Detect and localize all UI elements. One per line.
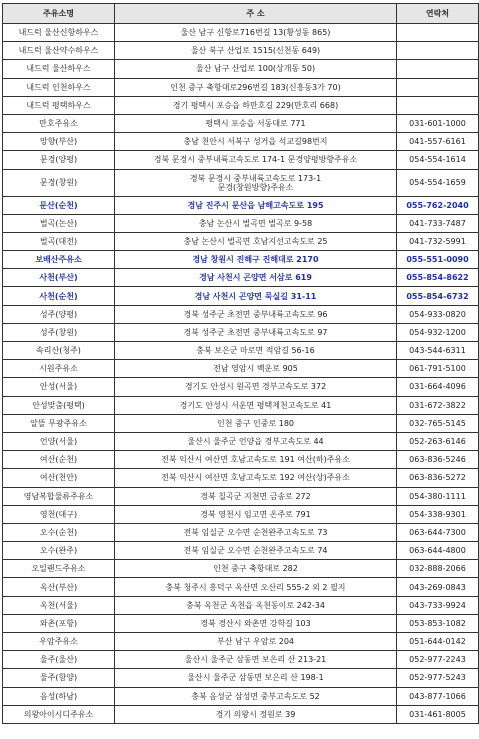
station-phone-cell — [397, 705, 479, 723]
station-address-cell-text: 충북 보은군 마로면 적암길 56-16 — [196, 346, 315, 356]
station-phone-cell-text: 054-554-1614 — [409, 155, 466, 165]
station-address-cell — [115, 578, 397, 596]
station-name-cell — [3, 133, 115, 151]
station-address-cell-text: 경북 문경시 중부내륙고속도로 174-1 문경양평방향주유소 — [153, 155, 358, 165]
station-name-cell-text: 영천(대구) — [39, 509, 78, 519]
table-row — [3, 578, 479, 596]
station-address-cell-text: 경기 의왕시 정원로 39 — [215, 709, 296, 719]
station-address-cell — [115, 251, 397, 269]
table-row — [3, 196, 479, 214]
station-name-cell — [3, 687, 115, 705]
station-name-cell-text: 음성(하남) — [39, 691, 78, 701]
station-address-cell-text: 부산 남구 우암로 204 — [217, 637, 294, 647]
station-phone-cell-text: 041-733-7487 — [409, 218, 466, 228]
station-phone-cell — [397, 414, 479, 432]
station-name-cell-text: 문산(순천) — [39, 200, 78, 210]
station-phone-cell-text: 063-836-5272 — [409, 473, 466, 483]
station-address-cell-text: 충남 논산시 벌곡면 호남지선고속도로 25 — [183, 236, 328, 246]
station-address-cell — [115, 542, 397, 560]
table-row — [3, 323, 479, 341]
table-row — [3, 596, 479, 614]
table-row — [3, 287, 479, 305]
station-name-cell-text: 알뜰 무광주유소 — [30, 418, 87, 428]
station-address-cell-text: 경북 경산시 와촌면 강학길 103 — [200, 618, 311, 628]
station-name-cell-text: 문경(창원) — [39, 178, 78, 187]
table-row — [3, 60, 479, 78]
station-address-cell — [115, 114, 397, 132]
gas-station-table — [2, 3, 479, 724]
station-name-cell-text: 내드럭 평택하우스 — [26, 100, 91, 110]
station-name-cell — [3, 196, 115, 214]
table-row — [3, 251, 479, 269]
station-phone-cell-text: 055-551-0090 — [406, 255, 469, 265]
station-name-cell — [3, 523, 115, 541]
station-address-cell — [115, 687, 397, 705]
station-name-cell-text: 사천(순천) — [39, 291, 78, 301]
station-address-cell — [115, 360, 397, 378]
station-phone-cell-text: 031-664-4096 — [409, 382, 466, 392]
station-address-cell-text: 경기 평택시 포승읍 하만호길 229(만호리 668) — [172, 100, 339, 110]
station-phone-cell — [397, 114, 479, 132]
table-row — [3, 487, 479, 505]
station-phone-cell — [397, 151, 479, 169]
station-address-cell-text: 울산 남구 산업로 100(상개동 50) — [195, 64, 316, 74]
station-address-cell — [115, 505, 397, 523]
table-body — [3, 24, 479, 724]
table-row — [3, 542, 479, 560]
table-row — [3, 633, 479, 651]
station-phone-cell-text: 043-544-6311 — [409, 346, 466, 356]
station-address-cell — [115, 133, 397, 151]
station-name-cell — [3, 542, 115, 560]
station-phone-cell — [397, 542, 479, 560]
station-address-cell-text: 경남 사천시 곤양면 묵실길 31-11 — [194, 291, 317, 301]
station-phone-cell — [397, 432, 479, 450]
table-row — [3, 214, 479, 232]
station-address-cell — [115, 414, 397, 432]
station-address-cell — [115, 96, 397, 114]
station-address-cell — [115, 342, 397, 360]
station-phone-cell-text: 053-853-1082 — [409, 618, 466, 628]
station-address-cell-text: 인천 중구 인중로 180 — [217, 418, 294, 428]
station-name-cell-text: 보배산주유소 — [35, 255, 82, 265]
station-address-cell-text: 경북 성주군 초전면 중부내륙고속도로 97 — [183, 327, 328, 337]
station-address-cell — [115, 596, 397, 614]
station-name-cell — [3, 305, 115, 323]
station-address-cell — [115, 432, 397, 450]
station-address-cell-text: 인천 중구 축항대로296번길 183(신흥동3가 70) — [170, 82, 341, 92]
station-name-cell-text: 오일랜드주유소 — [31, 564, 86, 574]
station-phone-cell-text: 032-765-5145 — [409, 418, 466, 428]
station-phone-cell — [397, 287, 479, 305]
station-name-cell — [3, 432, 115, 450]
station-address-cell — [115, 169, 397, 196]
station-address-cell-text: 전북 익산시 여산면 호남고속도로 192 여산(상)주유소 — [161, 473, 350, 483]
station-phone-cell — [397, 133, 479, 151]
station-name-cell — [3, 378, 115, 396]
station-name-cell-text: 의왕아이시디주유소 — [23, 709, 94, 719]
station-address-cell-text: 경남 창원시 진해구 진해대로 2170 — [192, 255, 319, 265]
station-name-cell-text: 언양(서울) — [39, 437, 78, 447]
station-name-cell — [3, 342, 115, 360]
station-address-cell — [115, 651, 397, 669]
station-name-cell-text: 오수(완주) — [39, 546, 78, 556]
station-address-cell — [115, 232, 397, 250]
station-name-cell — [3, 705, 115, 723]
station-phone-cell — [397, 269, 479, 287]
station-phone-cell-text: 054-338-9301 — [409, 509, 466, 519]
station-name-cell — [3, 414, 115, 432]
station-phone-cell — [397, 487, 479, 505]
table-row — [3, 305, 479, 323]
station-name-cell — [3, 42, 115, 60]
header-phone: 연락처 — [397, 4, 479, 24]
station-address-cell-text: 전북 임실군 오수면 순천완주고속도로 73 — [183, 527, 328, 537]
station-address-cell — [115, 487, 397, 505]
table-row — [3, 469, 479, 487]
table-row — [3, 169, 479, 196]
station-name-cell — [3, 214, 115, 232]
station-phone-cell — [397, 596, 479, 614]
station-address-cell — [115, 42, 397, 60]
station-name-cell-text: 여산(천안) — [39, 473, 78, 483]
station-phone-cell — [397, 651, 479, 669]
station-address-cell-text: 충북 청주시 흥덕구 옥산면 오산리 555-2 외 2 필지 — [165, 582, 346, 592]
station-phone-cell — [397, 614, 479, 632]
station-address-cell-text: 경남 진주시 문산읍 남해고속도로 195 — [187, 200, 324, 210]
station-name-cell-text: 성주(양평) — [39, 309, 78, 319]
header-address: 주 소 — [115, 4, 397, 24]
station-phone-cell-text: 055-854-6732 — [406, 291, 469, 301]
table-row — [3, 669, 479, 687]
station-name-cell — [3, 560, 115, 578]
table-row — [3, 451, 479, 469]
table-row — [3, 523, 479, 541]
table-row — [3, 560, 479, 578]
station-phone-cell — [397, 78, 479, 96]
station-name-cell-text: 벌곡(논산) — [39, 218, 78, 228]
station-name-cell — [3, 78, 115, 96]
station-name-cell — [3, 487, 115, 505]
station-phone-cell — [397, 196, 479, 214]
station-name-cell-text: 울주(함양) — [39, 673, 78, 683]
station-name-cell — [3, 114, 115, 132]
station-address-cell — [115, 24, 397, 42]
station-address-cell-text: 울산시 울주군 언양읍 경부고속도로 44 — [187, 437, 324, 447]
station-name-cell-text: 성주(창원) — [39, 327, 78, 337]
station-name-cell — [3, 251, 115, 269]
station-name-cell — [3, 232, 115, 250]
station-phone-cell-text: 051-644-0142 — [409, 637, 466, 647]
station-phone-cell-text: 031-672-3822 — [409, 400, 466, 410]
station-address-cell-text: 평택시 포승읍 서동대로 771 — [205, 119, 306, 129]
station-address-cell — [115, 614, 397, 632]
station-phone-cell-text: 063-644-7300 — [409, 527, 466, 537]
station-phone-cell — [397, 323, 479, 341]
station-name-cell-text: 안성맞춤(평택) — [32, 400, 85, 410]
station-phone-cell-text: 054-554-1659 — [409, 178, 466, 187]
station-phone-cell-text: 032-888-2066 — [409, 564, 466, 574]
station-address-cell-text: 인천 중구 축항대로 282 — [213, 564, 298, 574]
station-phone-cell — [397, 396, 479, 414]
station-phone-cell — [397, 523, 479, 541]
station-phone-cell — [397, 24, 479, 42]
table-row — [3, 151, 479, 169]
station-name-cell-text: 벌곡(대전) — [39, 236, 78, 246]
station-phone-cell-text: 055-762-2040 — [406, 200, 469, 210]
table-row — [3, 414, 479, 432]
station-phone-cell — [397, 251, 479, 269]
station-address-cell — [115, 396, 397, 414]
station-address-cell — [115, 469, 397, 487]
station-phone-cell — [397, 360, 479, 378]
table-row — [3, 114, 479, 132]
station-phone-cell-text: 031-461-8005 — [409, 709, 466, 719]
station-name-cell-text: 문경(양평) — [39, 155, 78, 165]
station-name-cell-text: 속리산(청주) — [36, 346, 81, 356]
table-row — [3, 232, 479, 250]
station-address-cell-text: 전북 임실군 오수면 순천완주고속도로 74 — [183, 546, 328, 556]
station-address-cell — [115, 451, 397, 469]
station-phone-cell-text: 063-644-4800 — [409, 546, 466, 556]
station-address-cell-text: 울산 남구 신항로716번길 13(황성동 865) — [180, 28, 331, 38]
station-name-cell — [3, 596, 115, 614]
station-address-cell — [115, 633, 397, 651]
table-row — [3, 42, 479, 60]
station-name-cell-text: 안성(서울) — [39, 382, 78, 392]
station-phone-cell-text: 054-932-1200 — [409, 327, 466, 337]
station-address-cell-text: 충북 음성군 삼성면 중부고속도로 52 — [191, 691, 320, 701]
station-name-cell — [3, 287, 115, 305]
station-phone-cell-text: 063-836-5246 — [409, 455, 466, 465]
station-address-cell-text: 경북 성주군 초전면 중부내륙고속도로 96 — [183, 309, 328, 319]
station-address-cell — [115, 305, 397, 323]
station-name-cell-text: 내드럭 울산신항하우스 — [18, 28, 99, 38]
station-phone-cell-text: 043-877-1066 — [409, 691, 466, 701]
station-name-cell-text: 여산(순천) — [39, 455, 78, 465]
station-phone-cell — [397, 633, 479, 651]
station-phone-cell — [397, 669, 479, 687]
table-row — [3, 378, 479, 396]
station-name-cell — [3, 323, 115, 341]
header-name: 주유소명 — [3, 4, 115, 24]
station-name-cell — [3, 469, 115, 487]
station-address-cell-text: 경기도 안성시 서운면 평택제천고속도로 41 — [179, 400, 332, 410]
station-name-cell-text: 옥천(서울) — [39, 600, 78, 610]
station-address-cell — [115, 669, 397, 687]
station-phone-cell-text: 061-791-5100 — [409, 364, 466, 374]
station-phone-cell-text: 055-854-8622 — [406, 273, 469, 283]
station-name-cell-text: 오수(순천) — [39, 527, 78, 537]
station-address-cell-text: 충북 옥천군 옥천읍 옥천동이로 242-34 — [186, 600, 325, 610]
table-row — [3, 133, 479, 151]
station-phone-cell-text: 041-732-5991 — [409, 236, 466, 246]
station-address-cell — [115, 60, 397, 78]
station-name-cell — [3, 505, 115, 523]
station-phone-cell — [397, 96, 479, 114]
station-name-cell-text: 내드럭 인천하우스 — [26, 82, 91, 92]
table-row — [3, 269, 479, 287]
station-name-cell — [3, 578, 115, 596]
station-name-cell — [3, 669, 115, 687]
station-name-cell — [3, 396, 115, 414]
table-row — [3, 24, 479, 42]
station-phone-cell — [397, 214, 479, 232]
station-name-cell-text: 영남복합물류주유소 — [23, 491, 94, 501]
station-address-cell-text: 전북 익산시 여산면 호남고속도로 191 여산(하)주유소 — [161, 455, 350, 465]
station-phone-cell-text: 052-263-6146 — [409, 437, 466, 447]
station-address-cell — [115, 705, 397, 723]
station-address-cell — [115, 523, 397, 541]
station-phone-cell — [397, 378, 479, 396]
station-phone-cell — [397, 687, 479, 705]
table-row — [3, 396, 479, 414]
table-row — [3, 360, 479, 378]
station-address-line2: 문경(창원방향)주유소 — [217, 182, 294, 192]
station-address-cell-text: 충남 천안시 서북구 성거읍 석교길98번지 — [183, 137, 328, 147]
station-phone-cell — [397, 342, 479, 360]
table-row — [3, 342, 479, 360]
station-phone-cell — [397, 469, 479, 487]
table-row — [3, 687, 479, 705]
station-phone-cell-text: 031-601-1000 — [409, 119, 466, 129]
table-row — [3, 78, 479, 96]
table-row — [3, 96, 479, 114]
station-address-cell-text: 전남 영암시 백운로 905 — [213, 364, 298, 374]
station-name-cell-text: 내드럭 울산하우스 — [26, 64, 91, 74]
station-name-cell — [3, 60, 115, 78]
station-name-cell — [3, 651, 115, 669]
station-name-cell — [3, 151, 115, 169]
station-address-cell-text: 경북 문경시 중부내륙고속도로 173-1 — [189, 173, 322, 183]
station-name-cell-text: 만호주유소 — [39, 119, 78, 129]
table-row — [3, 614, 479, 632]
station-name-cell — [3, 169, 115, 196]
station-phone-cell-text: 054-380-1111 — [409, 491, 466, 501]
station-phone-cell — [397, 560, 479, 578]
header-row — [3, 4, 479, 24]
station-name-cell-text: 우암주유소 — [39, 637, 78, 647]
table-row — [3, 432, 479, 450]
station-address-cell — [115, 560, 397, 578]
station-name-cell-text: 망향(부산) — [39, 137, 78, 147]
station-phone-cell — [397, 451, 479, 469]
station-address-cell-text: 울산시 울주군 삼동면 보은리 산 198-1 — [187, 673, 324, 683]
station-address-cell — [115, 196, 397, 214]
station-name-cell-text: 사천(부산) — [39, 273, 78, 283]
station-name-cell — [3, 269, 115, 287]
station-address-cell-text: 울산시 울주군 삼동면 보은리 산 213-21 — [184, 655, 327, 665]
station-name-cell-text: 옥산(부산) — [39, 582, 78, 592]
station-phone-cell — [397, 578, 479, 596]
station-address-cell — [115, 151, 397, 169]
station-phone-cell-text: 054-933-0820 — [409, 309, 466, 319]
table-row — [3, 651, 479, 669]
station-address-cell-text: 경북 영천시 임고면 온주로 791 — [200, 509, 311, 519]
station-name-cell — [3, 614, 115, 632]
station-address-cell — [115, 287, 397, 305]
table-row — [3, 705, 479, 723]
station-address-cell — [115, 378, 397, 396]
station-address-cell-text: 경남 사천시 곤양면 서삼로 619 — [199, 273, 312, 283]
station-phone-cell — [397, 232, 479, 250]
station-name-cell-text: 시원주유소 — [39, 364, 78, 374]
station-name-cell — [3, 633, 115, 651]
station-name-cell-text: 내드럭 울산약수하우스 — [18, 46, 99, 56]
station-phone-cell-text: 052-977-5243 — [409, 673, 466, 683]
station-address-cell — [115, 269, 397, 287]
station-phone-cell-text: 041-557-6161 — [409, 137, 466, 147]
station-name-cell — [3, 96, 115, 114]
station-address-cell — [115, 214, 397, 232]
station-phone-cell-text: 052-977-2243 — [409, 655, 466, 665]
station-name-cell-text: 와촌(포항) — [39, 618, 78, 628]
station-address-cell — [115, 323, 397, 341]
station-name-cell — [3, 451, 115, 469]
station-address-cell-text: 경기도 안성시 원곡면 경부고속도로 372 — [184, 382, 327, 392]
station-phone-cell — [397, 42, 479, 60]
station-address-cell-text: 충남 논산시 벌곡면 벌곡로 9-58 — [198, 218, 313, 228]
station-address-cell-text: 경북 칠곡군 지천면 금송로 272 — [200, 491, 311, 501]
station-address-cell — [115, 78, 397, 96]
station-name-cell — [3, 24, 115, 42]
station-phone-cell — [397, 505, 479, 523]
station-phone-cell-text: 043-269-0843 — [409, 582, 466, 592]
station-name-cell-text: 울주(울산) — [39, 655, 78, 665]
station-phone-cell — [397, 169, 479, 196]
station-phone-cell — [397, 305, 479, 323]
station-phone-cell — [397, 60, 479, 78]
station-address-cell-text: 울산 북구 산업로 1515(신천동 649) — [190, 46, 321, 56]
station-phone-cell-text: 043-733-9924 — [409, 600, 466, 610]
station-name-cell — [3, 360, 115, 378]
table-row — [3, 505, 479, 523]
